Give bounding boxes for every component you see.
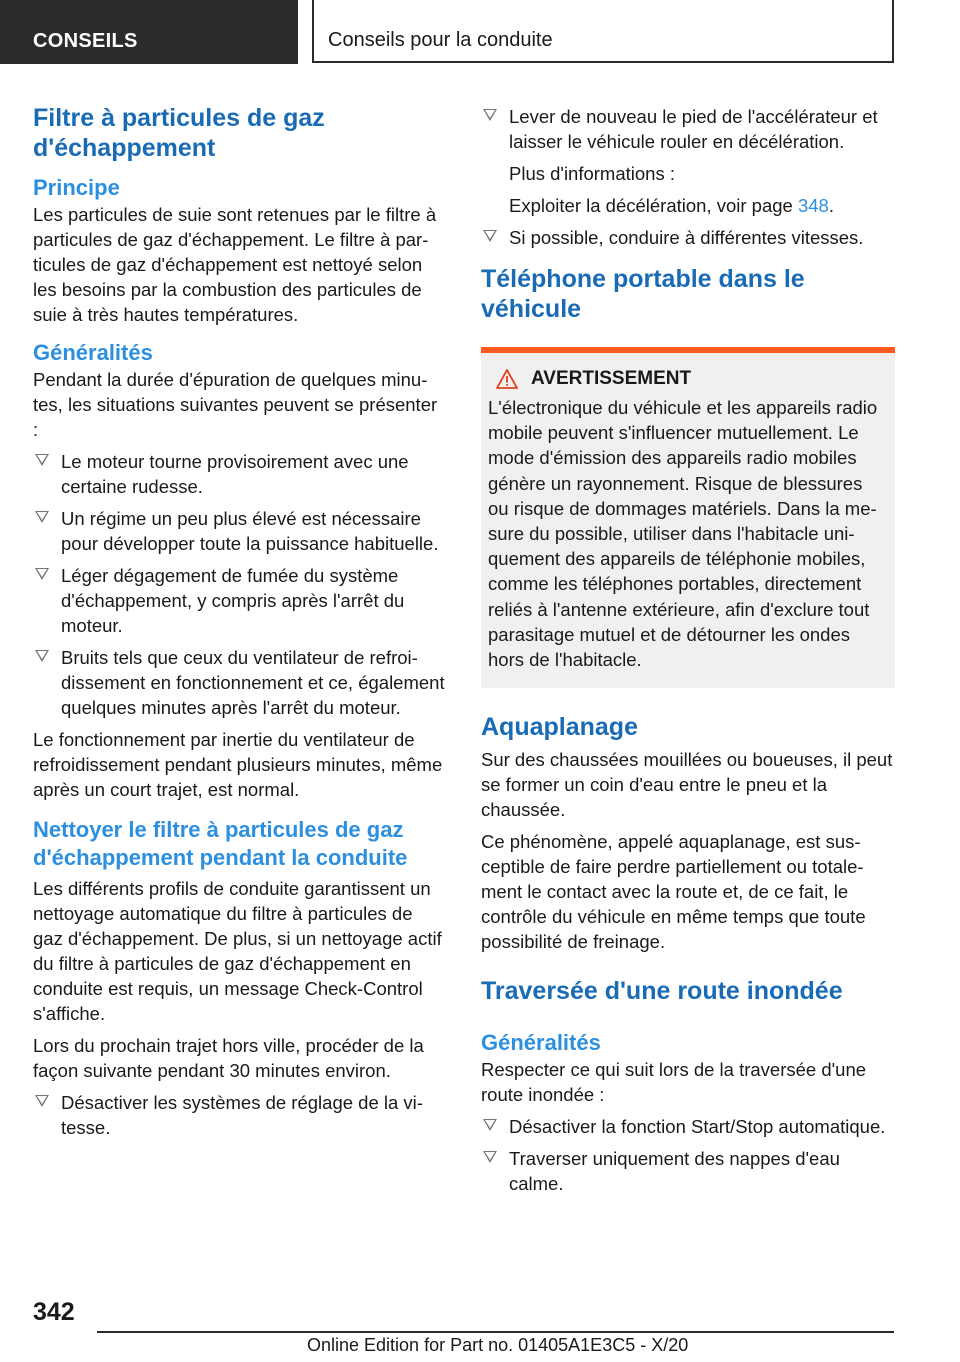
warning-header [488, 367, 887, 391]
triangle-bullet-icon [483, 1119, 497, 1131]
section-title-telephone: Téléphone portable dans le véhicule [481, 265, 805, 323]
cross-reference: Exploiter la décélération, voir page 348. [509, 195, 834, 216]
warning-box [481, 347, 895, 688]
header-chapter-label: Conseils pour la conduite [328, 29, 553, 51]
triangle-bullet-icon [35, 454, 49, 466]
page-link[interactable]: 348 [797, 195, 829, 216]
section-title-traversee: Traversée d'une route inondée [481, 977, 843, 1006]
generalites-text: Pendant la durée d'épuration de quelques minutes, les situations suivantes peuvent se présenter : [33, 369, 438, 440]
triangle-bullet-icon [35, 511, 49, 523]
list-item: Désactiver la fonction Start/Stop automatique. [481, 1114, 895, 1139]
triangle-bullet-icon [483, 230, 497, 242]
nettoyer-text-1: Les différents profils de conduite garantissent un nettoyage automatique du filtre à particules de gaz d'échappement. De plus, si un nettoyage actif du filtre à particules de gaz d'échappement en conduite est requis, un message Check-Control s'affiche. [33, 878, 442, 1024]
header-chapter-tab [312, 0, 894, 63]
nettoyer-text-2: Lors du prochain trajet hors ville, procéder de la façon suivante pendant 30 minutes environ. [33, 1035, 424, 1081]
heading-nettoyer: Nettoyer le filtre à particules de gaz d'échappement pendant la conduite [33, 817, 408, 870]
bullet-list-effets [33, 449, 446, 720]
list-item: Un régime un peu plus élevé est nécessaire pour développer toute la puissance habituelle. [33, 506, 446, 556]
heading-generalites: Généralités [33, 340, 153, 365]
warning-triangle-icon [496, 369, 518, 389]
bullet-list-traversee [481, 1114, 895, 1196]
right-column [481, 104, 895, 1196]
footer-divider [97, 1331, 894, 1333]
aqua-text-2: Ce phénomène, appelé aquaplanage, est susceptible de faire perdre partiellement ou totalement le contact avec la route et, de ce fait, le contrôle du véhicule en même temps que toute possibilité de freinage. [481, 831, 866, 953]
header-section-label: CONSEILS [33, 30, 138, 52]
triangle-bullet-icon [35, 1095, 49, 1107]
aqua-text-1: Sur des chaussées mouillées ou boueuses, il peut se former un coin d'eau entre le pneu et la chaussée. [481, 749, 893, 821]
footer-edition: Online Edition for Part no. 01405A1E3C5 - X/20 [307, 1335, 689, 1355]
list-item: Désactiver les systèmes de réglage de la vitesse. [33, 1090, 446, 1140]
warning-text: L'électronique du véhicule et les appareils radio mobile peuvent s'influencer mutuellement. Le mode d'émission des appareils radio mobiles génère un rayonnement. Risque de blessures ou risque de dommages matériels. Dans la mesure du possible, utiliser dans l'habitacle uniquement des appareils de téléphonie mobiles, comme les téléphones portables, directement reliés à l'antenne extérieure, afin d'exclure tout parasitage mutuel et de détourner les ondes hors de l'habitacle. [488, 397, 878, 671]
section-title-aquaplanage: Aquaplanage [481, 713, 638, 742]
page-number: 342 [33, 1298, 75, 1326]
triangle-bullet-icon [483, 1151, 497, 1163]
traversee-text: Respecter ce qui suit lors de la traversée d'une route inondée : [481, 1059, 867, 1106]
list-item: Traverser uniquement des nappes d'eau calme. [481, 1146, 895, 1196]
triangle-bullet-icon [35, 568, 49, 580]
heading-principe: Principe [33, 175, 120, 200]
triangle-bullet-icon [483, 109, 497, 121]
heading-generalites-2: Généralités [481, 1030, 601, 1056]
list-item: Si possible, conduire à différentes vitesses. [481, 225, 895, 250]
list-item: Lever de nouveau le pied de l'accélérateur et laisser le véhicule rouler en décélération. Plus d'informations : Exploiter la décélération, voir page 348. [481, 104, 895, 218]
left-column [33, 100, 446, 1140]
principe-text: Les particules de suie sont retenues par le filtre à particules de gaz d'échappement. Le filtre à particules de gaz d'échappement est nettoyé selon les besoins par la combustion des particules de suie à très hautes températures. [33, 204, 437, 325]
header-section-tab [0, 0, 298, 64]
triangle-bullet-icon [35, 650, 49, 662]
section-title-filtre: Filtre à particules de gaz d'échappement [33, 104, 325, 162]
list-item: Bruits tels que ceux du ventilateur de refroidissement en fonctionnement et ce, également quelques minutes après l'arrêt du moteur. [33, 645, 446, 720]
list-item: Léger dégagement de fumée du système d'échappement, y compris après l'arrêt du moteur. [33, 563, 446, 638]
plus-info-label: Plus d'informations : [509, 163, 675, 184]
warning-title: AVERTISSEMENT [531, 368, 692, 389]
bullet-list-nettoyer [33, 1090, 446, 1140]
bullet-list-suite [481, 104, 895, 250]
inertie-text: Le fonctionnement par inertie du ventilateur de refroidissement pendant plusieurs minutes, même après un court trajet, est normal. [33, 729, 443, 800]
list-item: Le moteur tourne provisoirement avec une certaine rudesse. [33, 449, 446, 499]
